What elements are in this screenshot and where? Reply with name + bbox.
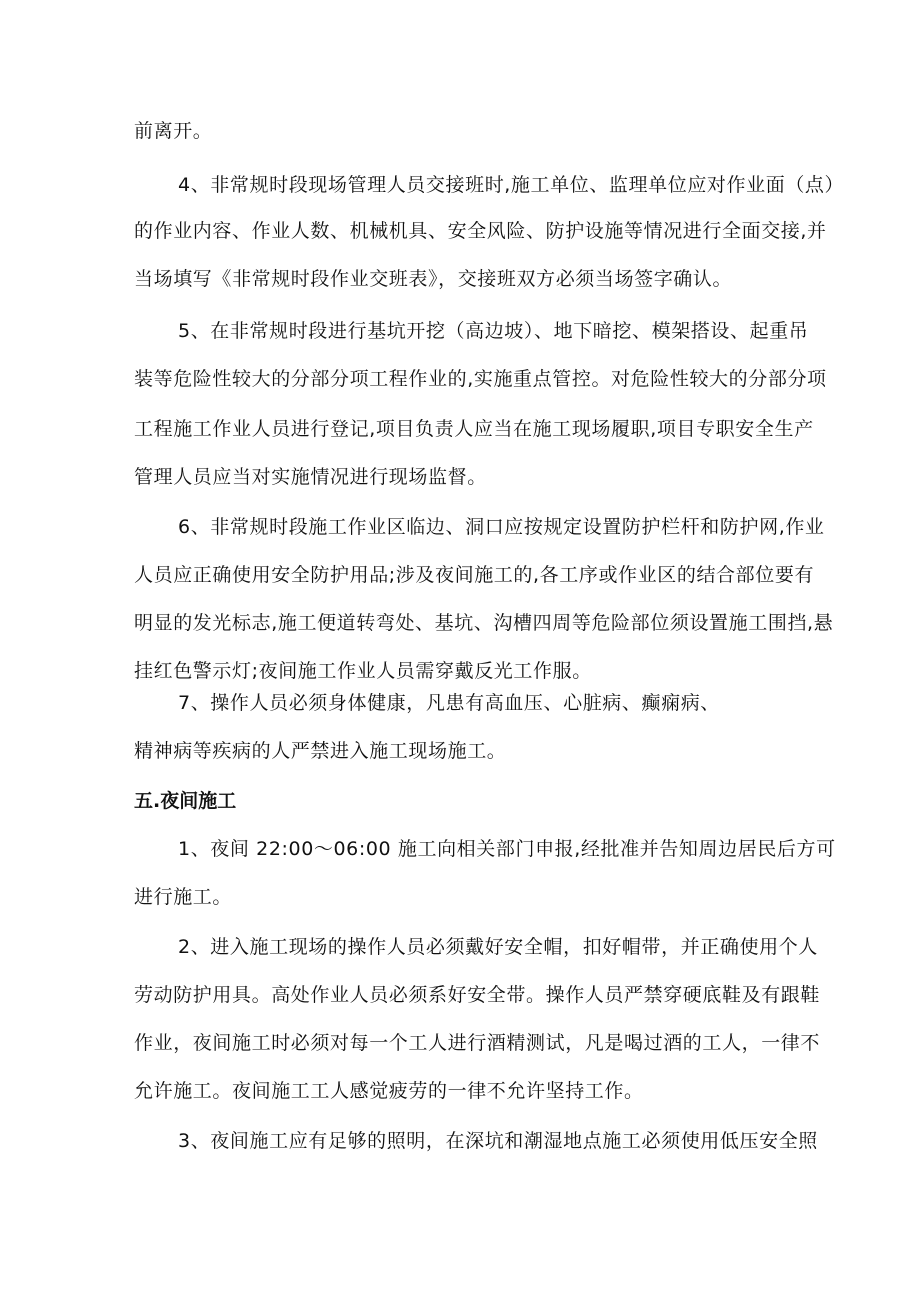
text-line: 装等危险性较大的分部分项工程作业的,实施重点管控。对危险性较大的分部分项 (134, 368, 827, 390)
text-line: 劳动防护用具。高处作业人员必须系好安全带。操作人员严禁穿硬底鞋及有跟鞋 (134, 984, 821, 1006)
text-line: 5、在非常规时段进行基坑开挖（高边坡）、地下暗挖、模架搭设、起重吊 (178, 320, 809, 342)
text-line: 人员应正确使用安全防护用品;涉及夜间施工的,各工序或作业区的结合部位要有 (134, 564, 815, 586)
text-line: 作业，夜间施工时必须对每一个工人进行酒精测试，凡是喝过酒的工人，一律不 (134, 1032, 821, 1054)
text-line: 工程施工作业人员进行登记,项目负责人应当在施工现场履职,项目专职安全生产 (134, 418, 814, 440)
text-line: 1、夜间 22:00～06:00 施工向相关部门申报,经批准并告知周边居民后方可 (178, 838, 836, 860)
text-line: 2、进入施工现场的操作人员必须戴好安全帽，扣好帽带，并正确使用个人 (178, 936, 818, 958)
text-line: 进行施工。 (134, 886, 233, 908)
text-line: 4、非常规时段现场管理人员交接班时,施工单位、监理单位应对作业面（点） (178, 174, 845, 196)
text-line: 前离开。 (134, 120, 213, 142)
text-line: 的作业内容、作业人数、机械机具、安全风险、防护设施等情况进行全面交接,并 (134, 220, 827, 242)
section-heading: 五.夜间施工 (134, 790, 237, 812)
text-line: 3、夜间施工应有足够的照明，在深坑和潮湿地点施工必须使用低压安全照 (178, 1130, 818, 1152)
text-line: 精神病等疾病的人严禁进入施工现场施工。 (134, 740, 507, 762)
text-line: 允许施工。夜间施工工人感觉疲劳的一律不允许坚持工作。 (134, 1080, 644, 1102)
text-line: 明显的发光标志,施工便道转弯处、基坑、沟槽四周等危险部位须设置施工围挡,悬 (134, 612, 834, 634)
text-line: 6、非常规时段施工作业区临边、洞口应按规定设置防护栏杆和防护网,作业 (178, 516, 825, 538)
text-line: 当场填写《非常规时段作业交班表》，交接班双方必须当场签字确认。 (134, 268, 733, 290)
text-line: 挂红色警示灯;夜间施工作业人员需穿戴反光工作服。 (134, 660, 592, 682)
text-line: 管理人员应当对实施情况进行现场监督。 (134, 466, 487, 488)
text-line: 7、操作人员必须身体健康，凡患有高血压、心脏病、癫痫病、 (178, 692, 720, 714)
